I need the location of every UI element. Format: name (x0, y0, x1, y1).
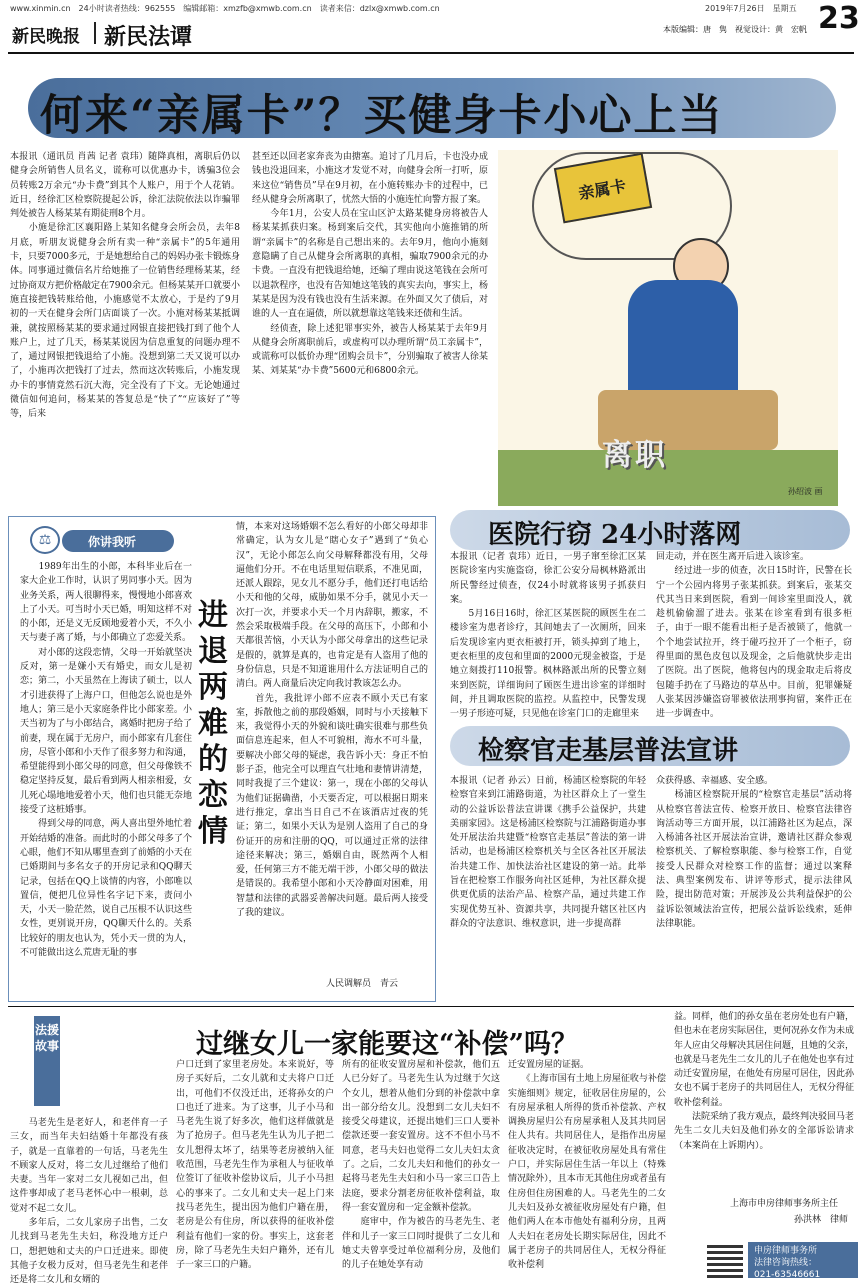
section-divider (8, 1006, 854, 1007)
grass-shape (498, 450, 838, 506)
hospital-headline: 医院行窃 24小时落网 (488, 520, 742, 550)
masthead-top-bar (0, 0, 862, 18)
illustration-credit: 孙绍波 画 (788, 487, 823, 496)
prosecutor-headline: 检察官走基层普法宣讲 (478, 736, 739, 766)
bottom-story-col-2: 户口迁到了家里老房处。本来说好，等房子买好后，二女儿就和丈夫将户口迁出，可他们不仅没迁出，还将孙女的户口也迁了进来。为了这事，儿子小马和马老先生说了好多次，他们这样做就是为了抢房子。但马老先生认为儿子把二女儿想得太坏了，结果等老房被纳入征收范围，马老先生作为承租人与征收单位签订了征收补偿协议后，儿子小马担心的事来了。二女儿和丈夫一起上门来找马老先生，提出因为他们户籍在册，老房是公有住房，所以获得的征收补偿利益有他们一家的份。事实上，这套老房，除了马老先生夫妇户籍外，还有儿子一家三口的户籍。 (176, 1060, 334, 1271)
masthead-separator (94, 22, 96, 44)
bottom-story-col-1: 马老先生是老好人，和老伴育一子三女，而当年夫妇结婚十年都没有孩子，就是一直靠着的一句话，马老先生不顾家人反对，将二女儿过继给了他们夫妻。当年一家对二女儿视如己出，但这件事却成了老马老怀心中一根刺，总觉对不起二女儿。 多年后，二女儿家房子出售，二女儿找到马老先生夫妇，称没地方迁户口，想把她和丈夫的户口迁进来。即使其他子女极力反对，但马老先生和老伴还是将二女儿和女婿的 (10, 1118, 168, 1286)
box-story-byline: 人民调解员 青云 (326, 979, 399, 989)
figure-body-shape (628, 280, 738, 400)
masthead-contact-info: www.xinmin.cn 24小时读者热线：962555 编辑邮箱：xmzfb@xmwb.com.cn 读者来信：dzlx@xmwb.com.cn (10, 4, 440, 13)
bottom-story-col-5: 益。同样，他们的孙女虽在老房处也有户籍，但也未在老房实际居住，更何况孙女作为未成年人应由父母解决其居住问题，且她的父亲，也就是马老先生二女儿的儿子在他处也享有过动迁安置房屋，在他处有房屋可居住，因此孙女也不属于老房子的共同居住人，无权分得征收补偿利益。 法院采纳了我方观点，最终判决驳回马老先生二女儿夫妇及他们孙女的全部诉讼请求（本案尚在上诉期内）。 (674, 1012, 855, 1151)
hospital-story-col-1: 本报讯（记者 袁玮）近日，一男子窜至徐汇区某医院诊室内实施盗窃，徐汇公安分局枫林路派出所民警经过侦查，仅24小时就将该男子抓获归案。 5月16日16时，徐汇区某医院的顾医生在二楼诊室为患者诊疗，其间她去了一次厕所，回来后发现诊室内更衣柜被打开，锁头掉到了地上，更衣柜里的皮包和里面的2000元现金被盗，于是她立刻拨打110报警。枫林路派出所的民警立刻来到医院，详细询问了顾医生进出诊室的详细时间，并且调取医院的监控。从监控中，民警发现一男子形迹可疑，只见他在诊室门口的走廊里来 (450, 552, 646, 720)
prosecutor-story-col-2: 众获得感、幸福感、安全感。 杨浦区检察院开展的“检察官走基层”活动将从检察官普法宣传、检察开放日、检察官法律咨询活动等三方面开展，以江浦路社区为起点，深入杨浦各社区开展法治宣讲，邀请社区群众参观检察机关、了解检察职能、参与检察工作，自觉接受人民群众对检察工作的监督；通过以案释法、典型案例发布、讲评等形式，提示法律风险，提出防范对策；开展涉及公共利益保护的公益诉讼领域法治宣传，把展公益诉讼线索，延伸法律职能。 (656, 776, 852, 929)
main-story-col-1: 本报讯（通讯员 肖茜 记者 袁玮）随降真相，离职后仍以健身会所销售人员名义，谎称可以优惠办卡，诱骗3位会员转账2万余元“办卡费”到其个人账户，用于个人花销。近日，经徐汇区检察院提起公诉，徐汇法院依法以诈骗罪判处被告人杨某某有期徒刑8个月。 小施是徐汇区襄阳路上某知名健身会所会员，去年8月底，听朋友说健身会所有卖一种“亲属卡”的5年通用卡，只要7000多元，于是她想给自己的妈妈办张卡锻炼身体。同事通过微信名片给她推了一位销售经理杨某某，经过协商双方把价格敲定在7900余元。但杨某某开口就要小施直接把钱转账给他，小施感觉不太放心，于是约了9月初的一天在健身会所门店面谈了一次。小施对杨某某抵调兼，就按照杨某某的要求通过网银直接把钱打到了他个人账户上，过了几天，杨某某说因为信息重复的问题办理不了，通过网银把钱退给了小施。没想到第二天又说可以办了，小施再次把钱打了过去，然而这次转账后，小施发现办卡的事情竟然石沉大海，完全没有了下文。无论她通过微信如何追问，杨某某的答复总是“快了”“应该好了”等等，后来 (10, 152, 240, 420)
scales-icon: ⚖ (30, 526, 60, 554)
bottom-headline: 过继女儿一家能要这“补偿”吗？ (196, 1029, 579, 1060)
legal-aid-tag: 法援故事 (34, 1016, 60, 1106)
masthead-date: 2019年7月26日 星期五 (705, 4, 797, 13)
bottom-byline-name: 孙洪林 律师 (794, 1215, 849, 1225)
illustration (498, 150, 838, 506)
bottom-story-col-4: 迁安置房屋的证据。 《上海市国有土地上房屋征收与补偿实施细则》规定，征收居住房屋的，公有房屋承租人所得的货币补偿款、产权调换房屋归公有房屋承租人及其共同居住人共有。共同居住人，是指作出房屋征收决定时，在被征收房屋处具有常住户口，并实际居住生活一年以上（特殊情况除外），且本市无其他住房或者虽有住房但住房困难的人。马老先生的二女儿夫妇及孙女被征收房屋处有户籍，但他们两人在本市他处有福利分房，且两人夫妇在老房处长期实际居住，因此不属于老房子的共同居住人，无权分得征收补偿利 (508, 1060, 666, 1271)
hotline-note: 申房律师事务所 法律咨询热线： 021-63546661 (748, 1242, 858, 1278)
main-headline: 何来“亲属卡”？买健身卡小心上当 (40, 91, 724, 141)
box-story-col-1: 1989年出生的小郎，本科毕业后在一家大企业工作时，认识了男同事小天。因为业务关系，两人很聊得来，慢慢地小郎喜欢上了小天。可当时小天已婚，明知这样不对的小郎，还是义无反顾地爱着小天，不久小天与妻子离了婚，与小郎确立了恋爱关系。 对小郎的这段恋情，父母一开始就坚决反对，第一是嫌小天有婚史，而女儿是初恋；第二，小天虽然在上海读了硕士，以人才引进获得了上海户口，但他怎么说也是外地人；第三是小天家庭条件比小郎家差。小天当初为了与小郎结合，离婚时把房子给了前妻，现在属于无房户，而小郎家有几套住房，尽管小郎和小天作了很多努力和沟通，希望能得到小郎父母的同意，但父母像铁不稳定坚持反复，最后看到两人相亲相爱，女儿死心塌地地爱着小天，他们也只能无奈地接受了这桩婚事。 得到父母的同意，两人喜出望外地忙着开始结婚的准备。而此时的小郎父母多了个心眼，他们不知从哪里查到了前婚的小天在已婚期间与多名女子的开房记录和QQ聊天记录，包括在QQ上谈情的内容，小郎唯以置信，便把几位异性名字记下来，责问小天，小天一脸茫然，说自己压根不认识这些女性，更别说开房，QQ聊天什么的。关系比较好的朋友也认为，凭小天一贯的为人，不可能做出这么荒唐无耻的事 (20, 562, 192, 959)
main-story-col-2: 甚至还以回老家奔丧为由搪塞。追讨了几月后，卡也没办成钱也没退回来，小施这才发觉不对，向健身会所一打听，原来这位“销售员”早在9月初，在小施转账办卡的过程中，已经从健身会所离职了，忧然大悟的小施连忙向警方报了案。 今年1月，公安人员在宝山区沪太路某健身房将被告人杨某某抓获归案。杨到案后交代，其实他向小施推销的所谓“亲属卡”的名称是自己想出来的。去年9月，他向小施刻意隐瞒了自己从健身会所离职的真相，骗取7900余元的办卡费。一直没有把钱退给她，还编了理由说这笔钱在会所可以退款程序，也没有告知她这笔钱的真实去向，事实上，杨某某是因为没有钱也没有生活来源。在外面又欠了债后，对谁的人一直在逼债，所以就想靠这笔钱来还债和生活。 经侦查，除上述犯罪事实外，被告人杨某某于去年9月从健身会所离职前后，或虚构可以办理所谓“员工亲属卡”，或谎称可以低价办理“团购会员卡”，分别骗取了被害人徐某某、刘某某“办卡费”5600元和6800余元。 (252, 152, 488, 377)
bottom-story-col-3: 所有的征收安置房屋和补偿款，他们五人已分好了。马老先生认为过继于欠这个女儿，想着从他们分到的补偿款中拿出一部分给女儿。没想到二女儿夫妇不接受父母建议，还提出她们三口人要补偿款还要一套安置房。这不不但小马不同意，老马夫妇也觉得二女儿夫妇太贪了。之后，二女儿夫妇和他们的孙女一起将马老先生夫妇和小马一家三口告上法庭，要求分割老房征收补偿利益，取得一套安置房和一定金额补偿款。 庭审中，作为被告的马老先生、老伴和儿子一家三口同时提供了二女儿和她丈夫曾享受过单位福利分房，及他们的儿子在她处享有动 (342, 1060, 500, 1271)
box-story-vertical-headline: 进退两难的恋情 (198, 598, 228, 849)
prosecutor-story-col-1: 本报讯（记者 孙云）日前，杨浦区检察院的年轻检察官来到江浦路街道，为社区群众上了一堂生动的公益诉讼普法宣讲课《携手公益保护，共建美丽家园》。这是杨浦区检察院与江浦路街道办事处开展法治共建暨“检察官走基层”普法的第一讲活动，也是杨浦区检察机关与全区各社区开展法治共建工作、加快法治社区建设的第一站。此举旨在把检察工作服务向社区延伸，为社区群众提供更优质的法治产品、检察产品，通过共建工作实现优势互补、资源共享，共同提升辖区社区内群众的守法意识、维权意识，进一步提高群 (450, 776, 646, 929)
box-story-col-2: 情，本来对这场婚姻不怎么看好的小郎父母却非常确定，认为女儿是“瞎心女子”遇到了“负心汉”，无论小郎怎么向父母解释都没有用，父母逼他们分开。不在电话里短信联系，不准见面，还派人跟踪，见女儿不愿分手，他们还打电话给小天和他的父母，威胁如果不分手，就见小天一次打一次，并要求小天一个月内辞职，搬家，不然会采取极端手段。在父母的高压下，小郎和小天都很苦恼，小天认为小郎父母拿出的这些记录是假的，就算是真的，也肯定是有人盗用了他的身份信息，只是不知道谁用什么方法证明自己的清白。两人商量后决定向我讨教该怎么办。 首先，我批评小郎不应表不顾小天已有家室，拆散他之前的那段婚姻，同时与小天接触下来，我觉得小天的外貌和谈吐确实很难与那些负面信息连起来，但人不可貌相，海水不可斗量，要解决小郎父母的疑虑，我告诉小天：身正不怕影子歪，他完全可以理直气壮地和妻情讲清楚，同时我提了三个建议：第一，现在小郎的父母认为他们证据确凿，小天要否定，可以根据日期来进行推定，拿出当日自己不在该酒店过夜的凭证；第二，如果小天认为是别人盗用了自己的身份证开的房和注册的QQ，可以通过正常的法律途径来解决；第三，婚姻自由，既然两个人相爱，任何第三方不能无端干涉，小郎父母的做法是错误的。我希望小郎和小天冷静面对困难，用智慧和法律的武器妥善解决问题。最后两人接受了我的建议。 (236, 522, 428, 919)
bottom-byline-firm: 上海市申房律师事务所主任 (730, 1199, 839, 1209)
hospital-story-col-2: 回走动，并在医生离开后进入该诊室。 经过进一步的侦查，次日15时许，民警在长宁一个公园内将男子张某抓获。到案后，张某交代其当日来到医院，看到一间诊室里面没人，就趁机偷偷溜了进去。张某在诊室看到有很多柜子，由于一眼不能看出柜子是否被锁了，他就一个个地尝试拉开，终于碰巧拉开了一个柜子，窃得里面的黑色皮包以及现金，之后他就快步走出了医院。出了医院，他将包内的现金取走后将皮包随手扔在了马路边的草丛中。目前，犯罪嫌疑人张某因涉嫌盗窃罪被依法刑事拘留，案件正在进一步调查中。 (656, 552, 852, 720)
paper-name: 新民晚报 (12, 27, 80, 47)
illustration-word: 离职 (602, 438, 668, 473)
page-number: 23 (818, 1, 860, 36)
editors-credit: 本版编辑：唐 隽 视觉设计：黄 宏帆 (663, 25, 807, 34)
section-name: 新民法谭 (104, 24, 193, 50)
qr-code-icon[interactable] (707, 1242, 743, 1278)
column-tag: 你讲我听 (62, 530, 174, 552)
card-label: 亲属卡 (576, 176, 628, 204)
masthead-rule (8, 52, 854, 54)
